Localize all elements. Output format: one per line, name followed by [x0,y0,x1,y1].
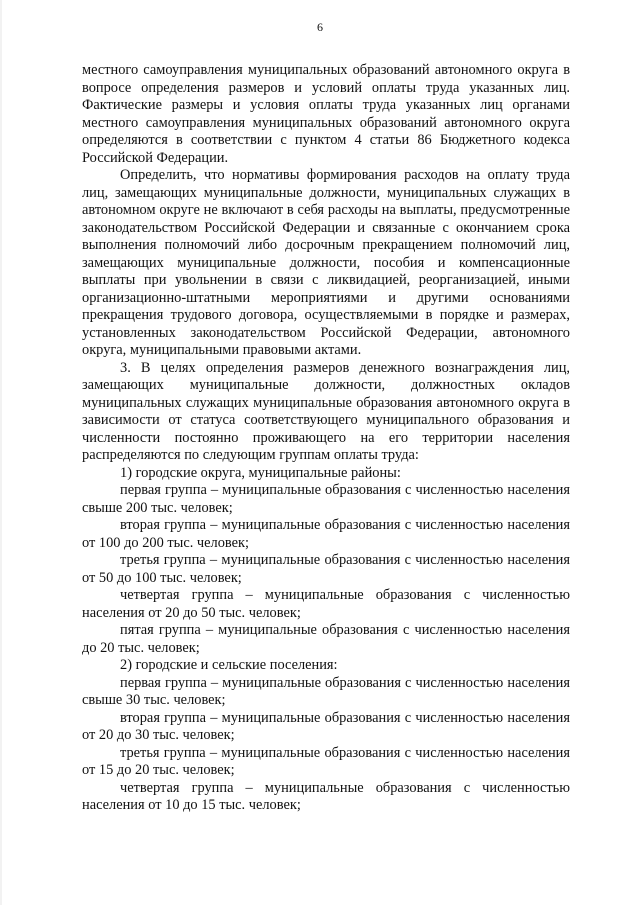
paragraph: вторая группа – муниципальные образования с численностью населения от 100 до 200 тыс. человек; [82,517,570,551]
scan-edge [0,0,2,905]
paragraph: четвертая группа – муниципальные образования с численностью населения от 20 до 50 тыс. человек; [82,587,570,621]
paragraph: 1) городские округа, муниципальные районы: [120,464,401,481]
paragraph: третья группа – муниципальные образования с численностью населения от 50 до 100 тыс. человек; [82,552,570,586]
paragraph: вторая группа – муниципальные образования с численностью населения от 20 до 30 тыс. человек; [82,709,570,743]
paragraph: 3. В целях определения размеров денежного вознаграждения лиц, замещающих муниципальные должности, должностных окладов муниципальных служащих муниципальные образования автономного округа в зависимости от статуса соответствующего муниципального образования и численности постоянно проживающего на его территории населения распределяются по следующим группам оплаты труда: [82,359,570,463]
paragraph: Определить, что нормативы формирования расходов на оплату труда лиц, замещающих муниципальные должности, муниципальных служащих в автономном округе не включают в себя расходы на выплаты, предусмотренные законодательством Российской Федерации и связанные с окончанием срока выполнения полномочий либо досрочным прекращением полномочий лиц, замещающих муниципальные должности, пособия и компенсационные выплаты при увольнении в связи с ликвидацией, реорганизацией, иными организационно-штатными мероприятиями и другими основаниями прекращения трудового договора, осуществляемыми в порядке и размерах, установленных законодательством Российской Федерации, автономного округа, муниципальными правовыми актами. [82,167,570,358]
paragraph: четвертая группа – муниципальные образования с численностью населения от 10 до 15 тыс. человек; [82,779,570,813]
paragraph: первая группа – муниципальные образования с численностью населения свыше 200 тыс. человек; [82,482,570,516]
paragraph: первая группа – муниципальные образования с численностью населения свыше 30 тыс. человек; [82,674,570,708]
paragraph: пятая группа – муниципальные образования с численностью населения до 20 тыс. человек; [82,622,570,656]
page-number: 6 [317,20,323,34]
paragraph: 2) городские и сельские поселения: [120,657,338,673]
paragraph: третья группа – муниципальные образования с численностью населения от 15 до 20 тыс. человек; [82,744,570,778]
document-body [82,62,570,815]
paragraph: местного самоуправления муниципальных образований автономного округа в вопросе определения размеров и условий оплаты труда указанных лиц. Фактические размеры и условия оплаты труда указанных лиц органами местного самоуправления муниципальных образований автономного округа определяются в соответствии с пунктом 4 статьи 86 Бюджетного кодекса Российской Федерации. [82,62,570,166]
